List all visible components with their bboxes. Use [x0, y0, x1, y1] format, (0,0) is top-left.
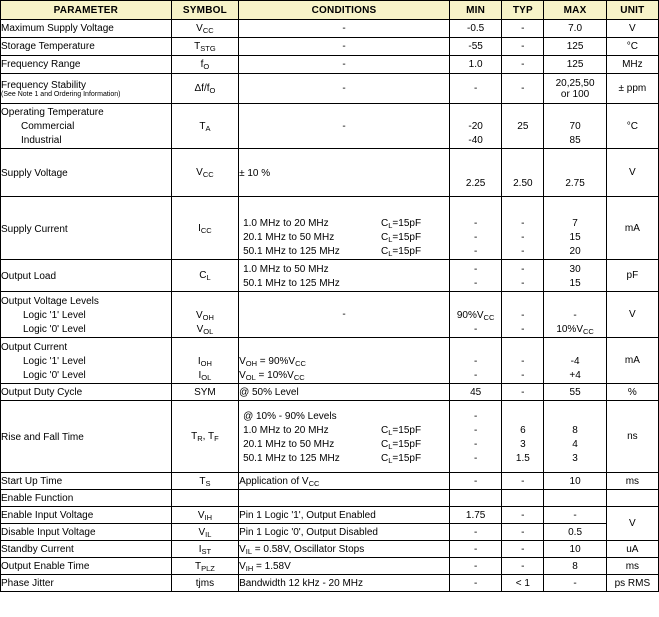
row-subparameter-logic1: Logic '1' Level [23, 309, 86, 321]
row-parameter-label: Operating Temperature [1, 107, 104, 118]
row-max: 0.5 [544, 524, 606, 541]
row-min: -55 [450, 38, 502, 56]
row-conditions: - [239, 74, 450, 104]
row-symbol [171, 338, 238, 384]
row-symbol: $V_{IH}$ [171, 507, 238, 524]
condition-vol: $V_{OL} = 10\%V_{CC}$ [239, 369, 305, 382]
row-symbol: $V_{CC}$ [171, 20, 238, 38]
row-max [544, 292, 606, 338]
row-conditions [239, 338, 450, 384]
row-parameter: Phase Jitter [1, 575, 172, 592]
condition-range: 20.1 MHz to 50 MHz [243, 438, 335, 450]
row-typ: - - [502, 292, 544, 338]
table-row [1, 20, 659, 38]
row-parameter [1, 292, 172, 338]
row-unit: ms [606, 558, 658, 575]
condition-load: $C_L=15pF$ [381, 452, 422, 465]
row-unit: pF [606, 260, 658, 292]
condition-line [239, 217, 449, 231]
row-symbol: $I_{ST}$ [171, 541, 238, 558]
row-min-logic1: $90\%V_{CC}$ [456, 309, 495, 322]
row-parameter-label: Output Current [1, 341, 68, 353]
row-conditions: Pin 1 Logic '0', Output Disabled [239, 524, 450, 541]
condition-line: 1.0 MHz to 50 MHz [243, 263, 329, 275]
row-max: 55 [544, 384, 606, 401]
row-symbol: $T_S$ [171, 473, 238, 490]
row-parameter: Start Up Time [1, 473, 172, 490]
row-subparameter-standby-current: Standby Current [1, 541, 172, 558]
row-min: - [450, 473, 502, 490]
row-symbol: $T_R$, $T_F$ [171, 401, 238, 473]
row-max [544, 104, 606, 149]
row-unit: uA [606, 541, 658, 558]
column-header-min: MIN [450, 1, 502, 20]
row-unit: ps RMS [606, 575, 658, 592]
row-max: 30 15 [544, 260, 606, 292]
row-unit: ± ppm [606, 74, 658, 104]
row-conditions: - [239, 104, 450, 149]
row-symbol-voh: $V_{OH}$ [195, 309, 214, 322]
row-conditions: $V_{IL} = 0.58V$, Oscillator Stops [239, 541, 450, 558]
row-subparameter-logic0: Logic '0' Level [23, 369, 86, 381]
row-conditions: - [239, 38, 450, 56]
condition-line [239, 245, 449, 259]
row-max: 7.0 [544, 20, 606, 38]
row-unit: °C [606, 38, 658, 56]
table-row [1, 104, 659, 149]
row-min: 45 [450, 384, 502, 401]
row-typ: 25 [502, 104, 544, 149]
row-conditions: Application of $V_{CC}$ [239, 473, 450, 490]
row-max: 7 15 20 [544, 197, 606, 260]
row-symbol: $\Delta f/f_O$ [171, 74, 238, 104]
column-header-symbol: SYMBOL [171, 1, 238, 20]
row-max: 10 [544, 473, 606, 490]
table-row [1, 384, 659, 401]
row-symbol: $C_L$ [171, 260, 238, 292]
row-max-line2: or 100 [560, 88, 590, 100]
condition-load: $C_L=15pF$ [381, 232, 422, 244]
row-min [450, 104, 502, 149]
condition-range: 50.1 MHz to 125 MHz [243, 452, 340, 464]
row-conditions: $V_{IH} = 1.58V$ [239, 558, 450, 575]
row-typ: - - [502, 338, 544, 384]
table-row [1, 524, 659, 541]
table-row [1, 473, 659, 490]
row-conditions: ± 10 % [239, 149, 450, 197]
row-typ: - [502, 558, 544, 575]
condition-voh: $V_{OH} = 90\%V_{CC}$ [239, 355, 306, 368]
row-min: - - [450, 260, 502, 292]
row-unit: V [606, 507, 658, 541]
table-row [1, 490, 659, 507]
row-typ: - [502, 38, 544, 56]
row-min: - [450, 74, 502, 104]
row-parameter [1, 338, 172, 384]
row-min: - [450, 541, 502, 558]
row-min-commercial: -20 [468, 121, 483, 132]
row-typ: - [502, 74, 544, 104]
row-parameter-label: Frequency Stability [1, 79, 87, 91]
row-min: -0.5 [450, 20, 502, 38]
row-conditions: @ 50% Level [239, 384, 450, 401]
row-min: - - - [450, 197, 502, 260]
row-max [544, 74, 606, 104]
row-max-commercial: 70 [569, 121, 581, 132]
row-typ: - [502, 507, 544, 524]
row-conditions [239, 260, 450, 292]
row-symbol [171, 292, 238, 338]
row-max: -4 +4 [544, 338, 606, 384]
row-parameter: Output Duty Cycle [1, 384, 172, 401]
row-typ: - [502, 56, 544, 74]
condition-line [239, 410, 449, 424]
row-symbol-ioh: $I_{OH}$ [197, 355, 212, 368]
row-conditions [239, 197, 450, 260]
row-subparameter-logic0: Logic '0' Level [23, 323, 86, 335]
row-symbol: tjms [171, 575, 238, 592]
row-parameter [1, 74, 172, 104]
table-header-row [1, 1, 659, 20]
row-subparameter-commercial: Commercial [21, 121, 75, 132]
row-unit: % [606, 384, 658, 401]
condition-line [239, 452, 449, 466]
table-row [1, 575, 659, 592]
row-unit: V [606, 292, 658, 338]
row-typ: - [502, 541, 544, 558]
row-min-logic0: - [473, 323, 478, 335]
row-typ: - - [502, 260, 544, 292]
row-symbol [171, 490, 238, 507]
row-subparameter-industrial: Industrial [21, 135, 62, 146]
row-conditions [239, 401, 450, 473]
table-header [1, 1, 659, 20]
row-parameter: Output Load [1, 260, 172, 292]
row-parameter-note: (See Note 1 and Ordering Information) [1, 90, 121, 98]
row-min: 1.75 [450, 507, 502, 524]
row-max: 125 [544, 56, 606, 74]
row-unit: ns [606, 401, 658, 473]
row-max: 2.75 [544, 149, 606, 197]
condition-range: 50.1 MHz to 125 MHz [243, 246, 340, 257]
row-min: - [450, 524, 502, 541]
row-min: - - [450, 338, 502, 384]
row-typ: - [502, 20, 544, 38]
row-parameter-label: Output Voltage Levels [1, 295, 99, 307]
row-subparameter-output-enable-time: Output Enable Time [1, 558, 172, 575]
column-header-typ: TYP [502, 1, 544, 20]
row-typ: 6 3 1.5 [502, 401, 544, 473]
row-unit: ms [606, 473, 658, 490]
table-row [1, 56, 659, 74]
row-conditions: - [239, 20, 450, 38]
table-row [1, 507, 659, 524]
table-row [1, 558, 659, 575]
row-max: 8 [544, 558, 606, 575]
row-typ: - [502, 524, 544, 541]
condition-levels: @ 10% - 90% Levels [243, 410, 337, 422]
table-row [1, 74, 659, 104]
row-subparameter-enable-input-voltage: Enable Input Voltage [1, 507, 172, 524]
row-min [450, 490, 502, 507]
row-min [450, 292, 502, 338]
row-unit [606, 490, 658, 507]
row-min: - - - - [450, 401, 502, 473]
table-row [1, 338, 659, 384]
row-unit: mA [606, 197, 658, 260]
column-header-max: MAX [544, 1, 606, 20]
row-max: 10 [544, 541, 606, 558]
row-max: 8 4 3 [544, 401, 606, 473]
row-typ: < 1 [502, 575, 544, 592]
condition-range: 1.0 MHz to 20 MHz [243, 218, 329, 229]
row-parameter: Rise and Fall Time [1, 401, 172, 473]
row-symbol: $T_A$ [171, 104, 238, 149]
row-unit: V [606, 20, 658, 38]
row-symbol: $f_O$ [171, 56, 238, 74]
table-row [1, 149, 659, 197]
row-typ: - [502, 473, 544, 490]
row-parameter [1, 104, 172, 149]
row-min: - [450, 558, 502, 575]
row-unit: MHz [606, 56, 658, 74]
row-subparameter-logic1: Logic '1' Level [23, 355, 86, 367]
row-symbol: $T_{PLZ}$ [171, 558, 238, 575]
row-conditions: - [239, 292, 450, 338]
row-parameter: Supply Voltage [1, 149, 172, 197]
row-unit: V [606, 149, 658, 197]
row-symbol: $I_{CC}$ [171, 197, 238, 260]
row-symbol-vol: $V_{OL}$ [196, 323, 214, 336]
row-symbol-iol: $I_{OL}$ [198, 369, 212, 382]
table-row [1, 401, 659, 473]
condition-line [239, 424, 449, 438]
row-max-logic1: - [573, 309, 577, 321]
row-max-logic0: $10\%V_{CC}$ [556, 323, 594, 336]
row-conditions [239, 490, 450, 507]
row-symbol: $V_{IL}$ [171, 524, 238, 541]
row-min: - [450, 575, 502, 592]
row-symbol: $T_{STG}$ [171, 38, 238, 56]
row-conditions: Bandwidth 12 kHz - 20 MHz [239, 575, 450, 592]
row-max-line1: 20,25,50 [555, 77, 595, 89]
row-symbol: $V_{CC}$ [171, 149, 238, 197]
row-parameter: Frequency Range [1, 56, 172, 74]
condition-load: $C_L=15pF$ [381, 438, 422, 451]
condition-load: $C_L=15pF$ [381, 246, 422, 258]
condition-range: 1.0 MHz to 20 MHz [243, 424, 329, 436]
row-typ [502, 490, 544, 507]
row-conditions: Pin 1 Logic '1', Output Enabled [239, 507, 450, 524]
row-conditions: - [239, 56, 450, 74]
row-typ: - [502, 384, 544, 401]
row-unit: mA [606, 338, 658, 384]
row-symbol: SYM [171, 384, 238, 401]
row-min: 2.25 [450, 149, 502, 197]
table-row [1, 260, 659, 292]
row-typ: - - - [502, 197, 544, 260]
condition-range: 20.1 MHz to 50 MHz [243, 232, 335, 243]
column-header-conditions: CONDITIONS [239, 1, 450, 20]
table-row [1, 38, 659, 56]
row-parameter: Storage Temperature [1, 38, 172, 56]
row-typ: 2.50 [502, 149, 544, 197]
condition-line: 50.1 MHz to 125 MHz [243, 277, 340, 289]
row-max-industrial: 85 [569, 135, 581, 146]
table-row [1, 197, 659, 260]
row-max: - [544, 575, 606, 592]
table-body [1, 20, 659, 592]
table-row [1, 292, 659, 338]
condition-load: $C_L=15pF$ [381, 424, 422, 437]
condition-load: $C_L=15pF$ [381, 218, 422, 230]
column-header-unit: UNIT [606, 1, 658, 20]
condition-line [239, 438, 449, 452]
row-max: - [544, 507, 606, 524]
row-max [544, 490, 606, 507]
column-header-parameter: PARAMETER [1, 1, 172, 20]
table-row [1, 541, 659, 558]
row-max: 125 [544, 38, 606, 56]
row-min: 1.0 [450, 56, 502, 74]
row-subparameter-disable-input-voltage: Disable Input Voltage [1, 524, 172, 541]
row-parameter: Supply Current [1, 197, 172, 260]
row-parameter: Maximum Supply Voltage [1, 20, 172, 38]
row-unit: °C [606, 104, 658, 149]
row-parameter: Enable Function [1, 490, 172, 507]
row-min-industrial: -40 [468, 135, 483, 146]
condition-line [239, 231, 449, 245]
